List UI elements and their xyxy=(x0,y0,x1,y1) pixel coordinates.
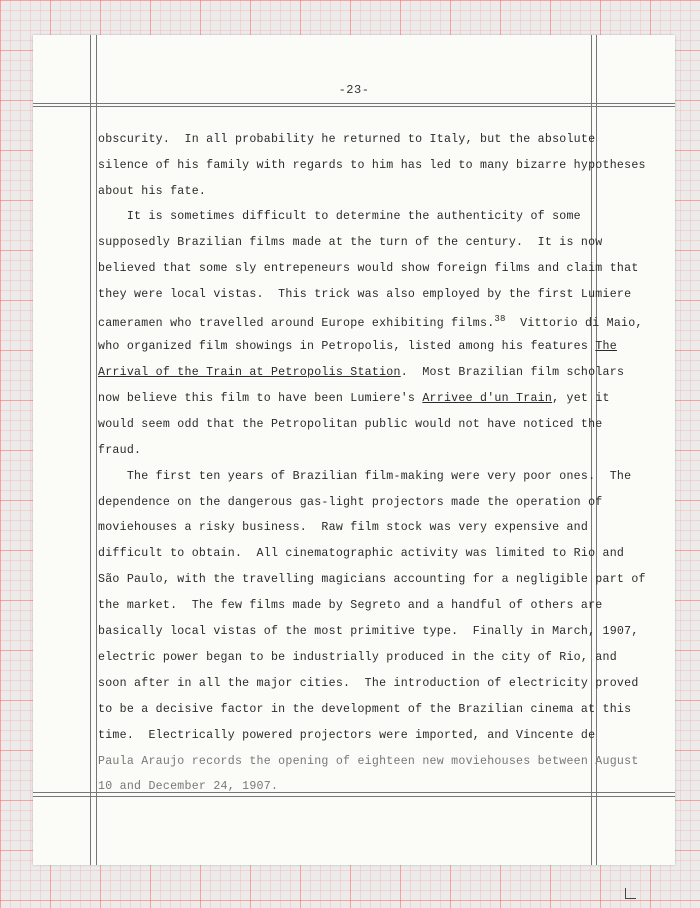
text-line: São Paulo, with the travelling magicians accounting for a negligible part of xyxy=(98,573,646,586)
text-line: supposedly Brazilian films made at the turn of the century. It is now xyxy=(98,236,603,249)
text-line: believed that some sly entrepeneurs would show foreign films and claim that xyxy=(98,262,639,275)
text-line: would seem odd that the Petropolitan public would not have noticed the xyxy=(98,418,603,431)
text-line: fraud. xyxy=(98,444,142,457)
text-line: It is sometimes difficult to determine the authenticity of some xyxy=(98,210,581,223)
text-line: difficult to obtain. All cinematographic activity was limited to Rio and xyxy=(98,547,625,560)
text-line: 10 and December 24, 1907. xyxy=(98,780,279,793)
film-title-underlined: Arrival of the Train at Petropolis Station xyxy=(98,366,401,379)
text-fragment: now believe this film to have been Lumiere's xyxy=(98,392,423,405)
corner-mark xyxy=(625,888,636,899)
header-rule-2 xyxy=(33,106,675,107)
text-fragment: Vittorio di Maio, xyxy=(505,317,643,330)
text-line: soon after in all the major cities. The introduction of electricity proved xyxy=(98,677,639,690)
left-margin-rule xyxy=(90,35,91,865)
text-line xyxy=(98,340,617,353)
text-line: electric power began to be industrially produced in the city of Rio, and xyxy=(98,651,617,664)
text-line: dependence on the dangerous gas-light projectors made the operation of xyxy=(98,496,603,509)
text-line xyxy=(98,392,610,405)
text-fragment: who organized film showings in Petropolis, listed among his features xyxy=(98,340,596,353)
text-fragment: . Most Brazilian film scholars xyxy=(400,366,625,379)
text-line: Paula Araujo records the opening of eighteen new moviehouses between August xyxy=(98,755,639,768)
film-title-underlined: The xyxy=(595,340,617,353)
text-line: The first ten years of Brazilian film-making were very poor ones. The xyxy=(98,470,632,483)
footnote-marker: 38 xyxy=(494,314,506,324)
page-number: -23- xyxy=(338,83,370,97)
text-line: basically local vistas of the most primitive type. Finally in March, 1907, xyxy=(98,625,639,638)
text-line: moviehouses a risky business. Raw film stock was very expensive and xyxy=(98,521,589,534)
text-fragment: , yet it xyxy=(552,392,610,405)
header-rule xyxy=(33,103,675,104)
text-line xyxy=(98,366,624,379)
text-line: about his fate. xyxy=(98,185,207,198)
text-line: silence of his family with regards to him has led to many bizarre hypotheses xyxy=(98,159,646,172)
film-title-underlined: Arrivee d'un Train xyxy=(422,392,553,405)
text-line: obscurity. In all probability he returned to Italy, but the absolute xyxy=(98,133,596,146)
typewritten-page xyxy=(33,35,675,865)
text-line xyxy=(98,314,643,330)
footer-rule-2 xyxy=(33,796,675,797)
left-margin-rule-inner xyxy=(96,35,97,865)
text-line: the market. The few films made by Segreto and a handful of others are xyxy=(98,599,603,612)
text-line: to be a decisive factor in the development of the Brazilian cinema at this xyxy=(98,703,632,716)
text-line: time. Electrically powered projectors were imported, and Vincente de xyxy=(98,729,596,742)
text-fragment: cameramen who travelled around Europe exhibiting films. xyxy=(98,317,495,330)
text-line: they were local vistas. This trick was also employed by the first Lumiere xyxy=(98,288,632,301)
